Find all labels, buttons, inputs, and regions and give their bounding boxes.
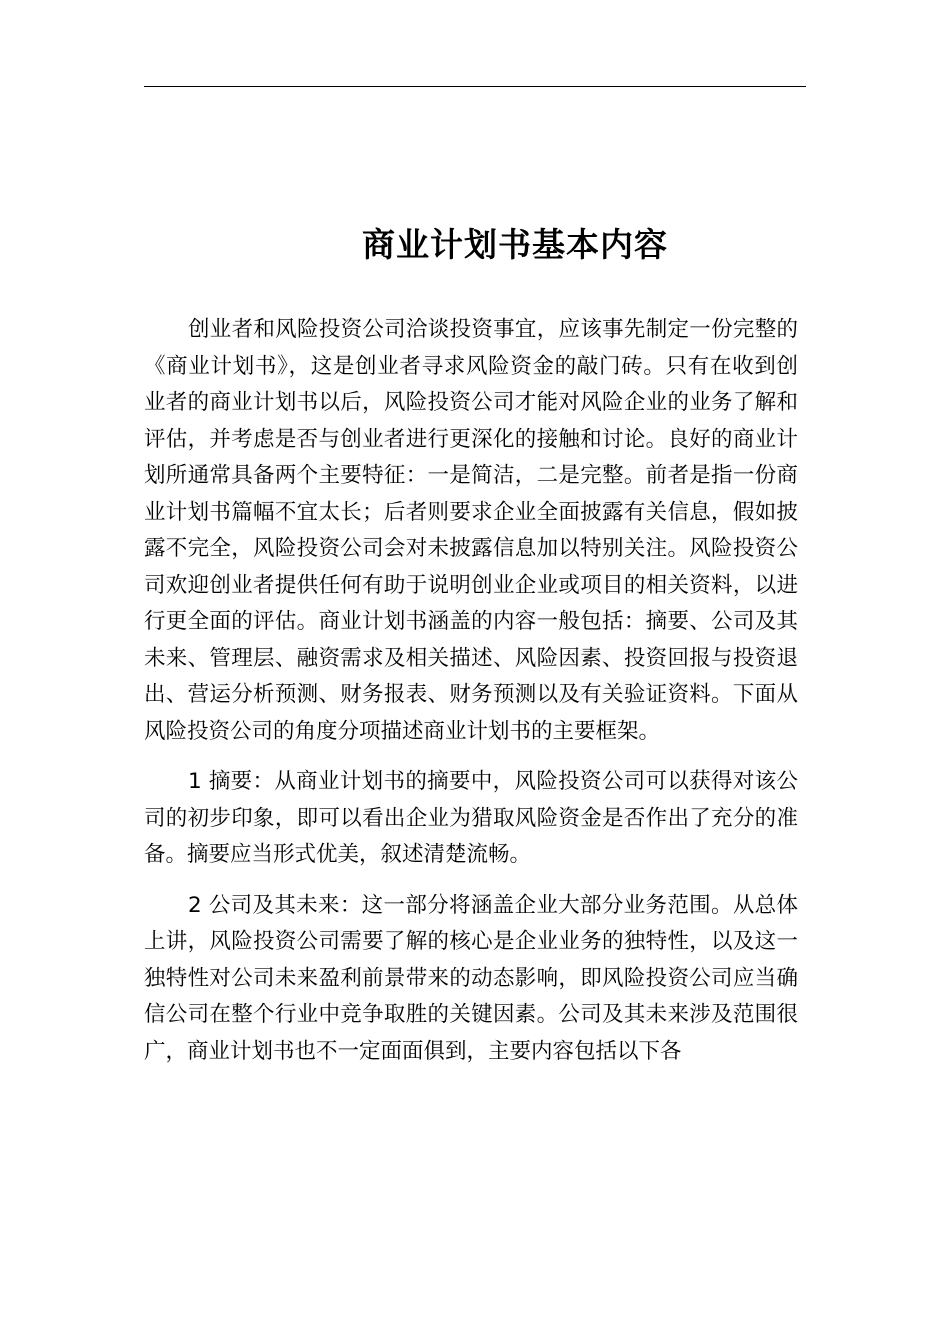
- paragraph-company-future: 2 公司及其未来：这一部分将涵盖企业大部分业务范围。从总体上讲，风险投资公司需要了解的核心是企业业务的独特性，以及这一独特性对公司未来盈利前景带来的动态影响，即风险投资公司应当确信公司在整个行业中竞争取胜的关键因素。公司及其未来涉及范围很广，商业计划书也不一定面面俱到，主要内容包括以下各: [144, 892, 798, 1064]
- paragraph-summary: 1 摘要：从商业计划书的摘要中，风险投资公司可以获得对该公司的初步印象，即可以看出企业为猎取风险资金是否作出了充分的准备。摘要应当形式优美，叙述清楚流畅。: [144, 769, 798, 867]
- document-body: [144, 312, 798, 1084]
- header-rule: [144, 86, 806, 87]
- document-title: 商业计划书基本内容: [362, 225, 668, 264]
- paragraph-intro: 创业者和风险投资公司洽谈投资事宜，应该事先制定一份完整的《商业计划书》，这是创业者寻求风险资金的敲门砖。只有在收到创业者的商业计划书以后，风险投资公司才能对风险企业的业务了解和评估，并考虑是否与创业者进行更深化的接触和讨论。良好的商业计划所通常具备两个主要特征：一是简洁，二是完整。前者是指一份商业计划书篇幅不宜太长；后者则要求企业全面披露有关信息，假如披露不完全，风险投资公司会对未披露信息加以特别关注。风险投资公司欢迎创业者提供任何有助于说明创业企业或项目的相关资料，以进行更全面的评估。商业计划书涵盖的内容一般包括：摘要、公司及其未来、管理层、融资需求及相关描述、风险因素、投资回报与投资退出、营运分析预测、财务报表、财务预测以及有关验证资料。下面从风险投资公司的角度分项描述商业计划书的主要框架。: [144, 317, 798, 744]
